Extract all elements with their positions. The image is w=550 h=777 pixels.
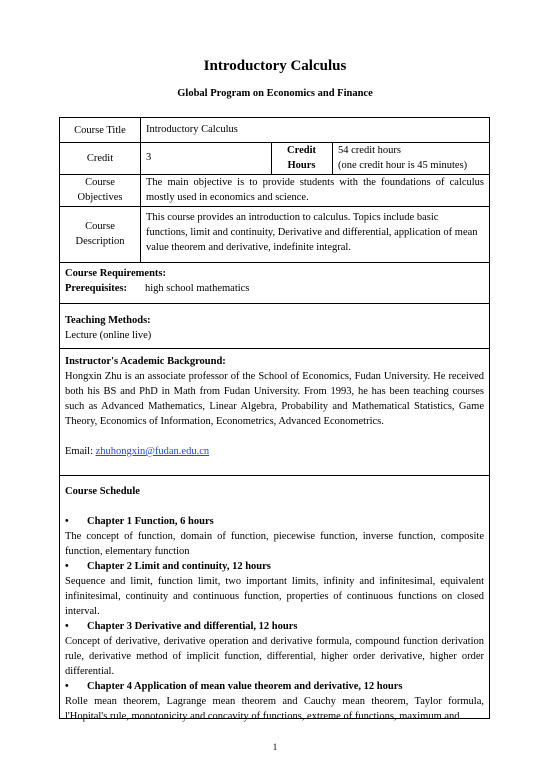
table-column-divider — [140, 118, 141, 262]
credit-hours-label-line: Hours — [287, 160, 316, 171]
credit-hours-label — [271, 143, 332, 173]
requirements-heading: Course Requirements: — [65, 268, 167, 279]
bullet-icon: • — [65, 561, 69, 572]
teaching-section — [65, 313, 484, 343]
teaching-heading: Teaching Methods: — [65, 315, 151, 326]
chapter-title-row — [65, 514, 484, 529]
credit-hours-label-line: Credit — [287, 145, 316, 156]
description-label-line: Course — [85, 221, 115, 232]
table-divider — [60, 262, 489, 263]
credit-hours-value-line: (one credit hour is 45 minutes) — [338, 160, 468, 171]
instructor-section — [65, 354, 484, 459]
objectives-text: The main objective is to provide students with the foundations of calculus mostly used in economics and science. — [146, 177, 484, 203]
chapter-text: Rolle mean theorem, Lagrange mean theorem and Cauchy mean theorem, Taylor formula, l'Hopital's rule, monotonicity and concavity of functions, extreme of functions, maximum and — [65, 696, 484, 722]
chapter-title-row — [65, 559, 484, 574]
course-title-label: Course Title — [74, 124, 126, 136]
instructor-heading: Instructor's Academic Background: — [65, 356, 226, 367]
section-divider — [60, 303, 489, 304]
chapter-text: The concept of function, domain of function, piecewise function, inverse function, composite function, elementary function — [65, 531, 484, 557]
description-label-line: Description — [75, 236, 125, 247]
bullet-icon: • — [65, 681, 69, 692]
chapter-title-row — [65, 619, 484, 634]
document-subtitle: Global Program on Economics and Finance — [177, 88, 373, 99]
email-label: Email: — [65, 446, 93, 457]
instructor-email-row — [65, 444, 484, 459]
objectives-label-line: Course — [85, 177, 115, 188]
prerequisites-label: Prerequisites: — [65, 283, 128, 294]
description-text: This course provides an introduction to calculus. Topics include basic functions, limit and continuity, Derivative and differential, application of mean value theorem and derivative, indefinite integral. — [146, 212, 478, 253]
chapter-text: Sequence and limit, function limit, two important limits, infinity and infinitesimal, equivalent infinitesimal, continuity and continuous function, properties of continuous functions on closed interval. — [65, 576, 484, 617]
chapter-text: Concept of derivative, derivative operation and derivative formula, compound function derivation rule, derivative method of implicit function, differential, higher order derivative, higher order differential. — [65, 636, 484, 677]
schedule-section — [65, 484, 484, 724]
section-divider — [60, 475, 489, 476]
document-title: Introductory Calculus — [203, 58, 347, 74]
course-info-frame — [59, 117, 490, 722]
section-divider — [60, 348, 489, 349]
schedule-heading: Course Schedule — [65, 486, 140, 497]
requirements-section — [65, 266, 484, 296]
table-column-divider — [332, 142, 333, 174]
credit-label: Credit — [86, 152, 114, 164]
credit-hours-value — [338, 143, 488, 173]
chapter-title: Chapter 2 Limit and continuity, 12 hours — [87, 561, 271, 572]
chapter-title-row — [65, 679, 484, 694]
objectives-label-line: Objectives — [77, 192, 123, 203]
prerequisites-value: high school mathematics — [145, 283, 250, 294]
email-link[interactable]: zhuhongxin@fudan.edu.cn — [95, 446, 210, 457]
teaching-value: Lecture (online live) — [65, 330, 152, 341]
bullet-icon: • — [65, 516, 69, 527]
chapter-title: Chapter 3 Derivative and differential, 12 hours — [87, 621, 298, 632]
credit-value: 3 — [146, 152, 152, 163]
chapter-title: Chapter 1 Function, 6 hours — [87, 516, 214, 527]
prerequisites-row — [65, 281, 484, 296]
course-title-value: Introductory Calculus — [146, 124, 238, 135]
chapter-title: Chapter 4 Application of mean value theorem and derivative, 12 hours — [87, 681, 403, 692]
page-number: 1 — [272, 742, 278, 752]
description-label — [60, 206, 140, 262]
objectives-label — [60, 174, 140, 206]
bullet-icon: • — [65, 621, 69, 632]
instructor-bio: Hongxin Zhu is an associate professor of the School of Economics, Fudan University. He received both his BS and PhD in Math from Fudan University. From 1993, he has been teaching courses such as Advanced Mathematics, Linear Algebra, Probability and Mathematical Statistics, Game Theory, Economics of Information, Econometrics, Advanced Econometrics. — [65, 371, 484, 427]
credit-hours-value-line: 54 credit hours — [338, 145, 401, 156]
